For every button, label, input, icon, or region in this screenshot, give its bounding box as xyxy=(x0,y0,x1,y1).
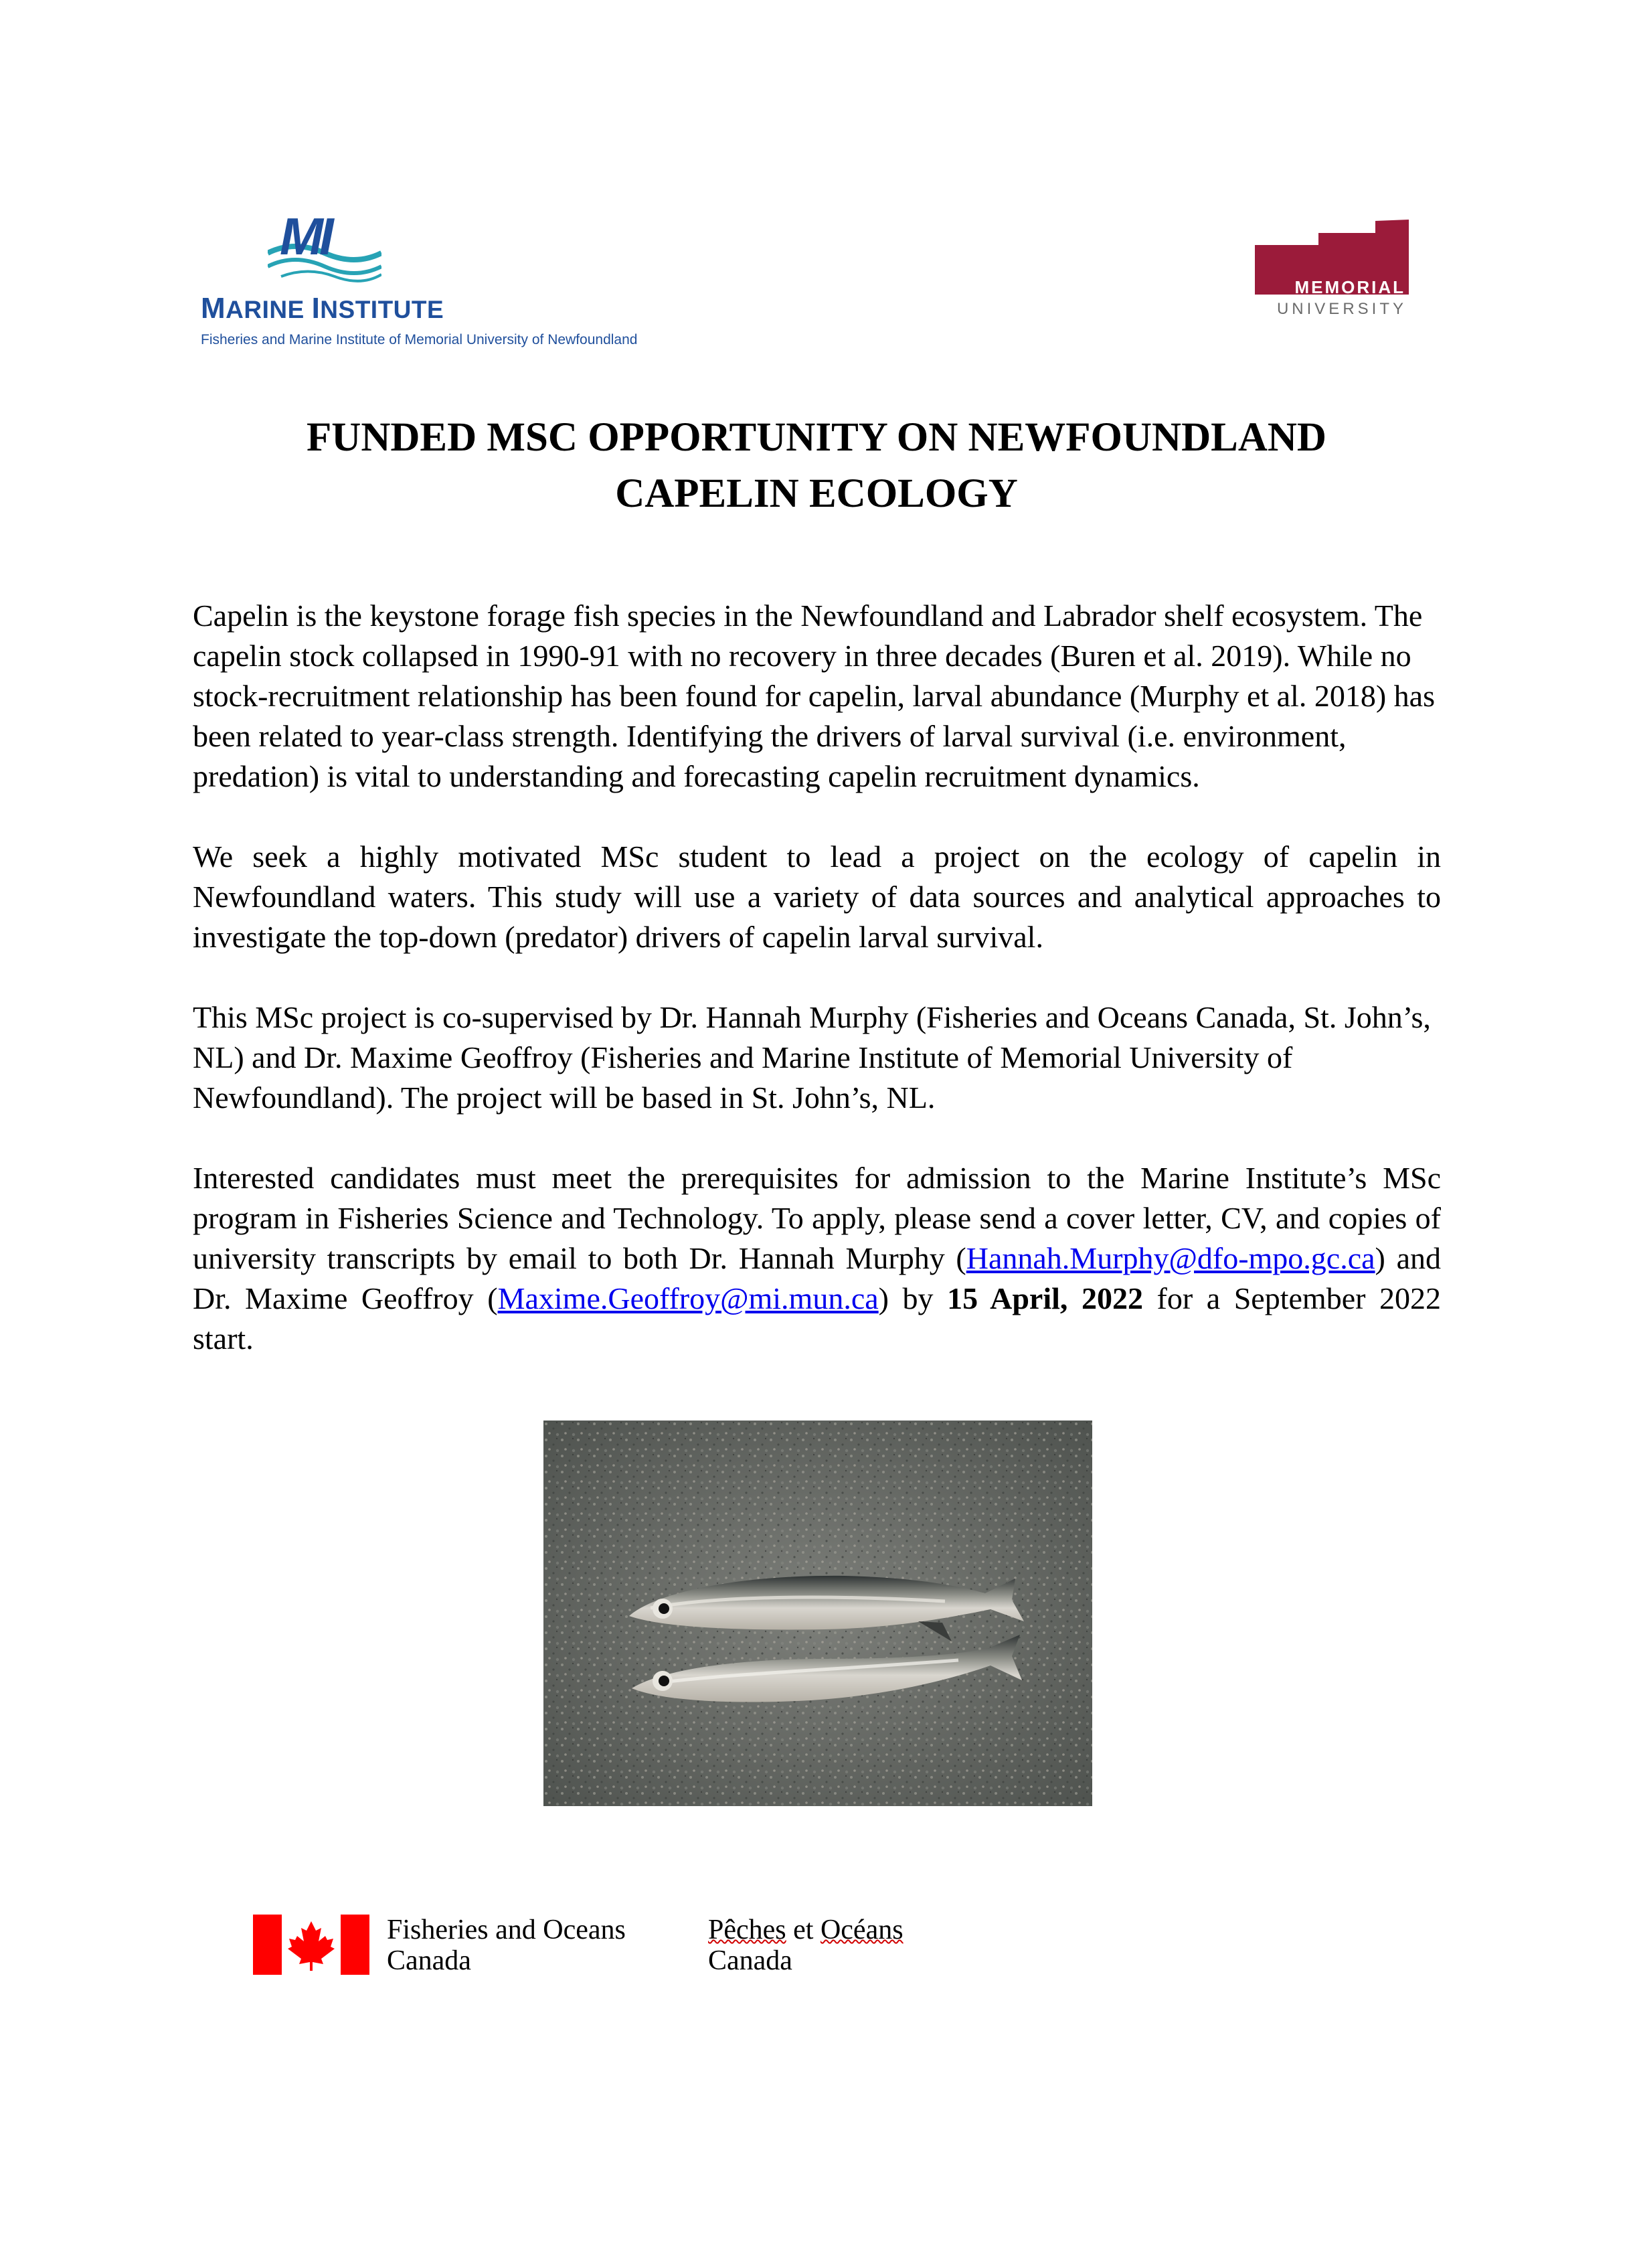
paragraph-application xyxy=(193,1158,1441,1359)
title-line-2: CAPELIN ECOLOGY xyxy=(615,471,1018,516)
mi-name-arine: ARINE xyxy=(226,296,312,323)
application-text-3: ) by xyxy=(878,1281,948,1315)
dfo-french-name xyxy=(708,1915,904,1976)
university-wordmark: UNIVERSITY xyxy=(1276,300,1407,318)
dfo-en-line-1: Fisheries and Oceans xyxy=(387,1915,626,1945)
mi-name-nstitute: NSTITUTE xyxy=(320,296,444,323)
dfo-signature xyxy=(253,1915,989,2002)
marine-institute-name xyxy=(201,292,444,325)
dfo-fr-et: et xyxy=(786,1915,821,1945)
dfo-fr-line-1 xyxy=(708,1915,904,1945)
mi-name-i: I xyxy=(311,292,321,325)
capelin-photo xyxy=(543,1421,1092,1806)
dfo-en-line-2: Canada xyxy=(387,1945,471,1976)
body-text xyxy=(193,596,1441,1399)
application-text-1: Interested candidates must meet the prerequisites for admission to the Marine Institute’s MSc program in Fisheries Science and Technology. To apply, please send a cover letter, CV, and copies of university transcripts by email to both Dr. Hannah Murphy ( xyxy=(193,1161,1441,1275)
paragraph-supervisors: This MSc project is co-supervised by Dr. Hannah Murphy (Fisheries and Oceans Canada, St. John’s, NL) and Dr. Maxime Geoffroy (Fisheries and Marine Institute of Memorial University of Newfoundland). The project will be based in St. John’s, NL. xyxy=(193,1000,1431,1115)
title-line-1: FUNDED MSC OPPORTUNITY ON NEWFOUNDLAND xyxy=(307,415,1326,460)
dfo-fr-line-2: Canada xyxy=(708,1945,792,1976)
memorial-wordmark: MEMORIAL xyxy=(1294,277,1405,297)
dfo-fr-peches: Pêches xyxy=(708,1915,786,1945)
email-link-geoffroy[interactable]: Maxime.Geoffroy@mi.mun.ca xyxy=(497,1281,879,1315)
page-title xyxy=(0,410,1633,522)
marine-institute-mark-icon xyxy=(268,213,381,287)
paragraph-project: We seek a highly motivated MSc student to lead a project on the ecology of capelin in Newfoundland waters. This study will use a variety of data sources and analytical approaches to investigate the top-down (predator) drivers of capelin larval survival. xyxy=(193,839,1441,954)
dfo-english-name xyxy=(387,1915,626,1976)
mi-name-m: M xyxy=(201,292,226,325)
marine-institute-subtitle: Fisheries and Marine Institute of Memorial University of Newfoundland xyxy=(201,332,638,347)
canada-flag-icon xyxy=(253,1915,369,1975)
paragraph-intro: Capelin is the keystone forage fish species in the Newfoundland and Labrador shelf ecosystem. The capelin stock collapsed in 1990-91 with no recovery in three decades (Buren et al. 2019). While no stock-recruitment relationship has been found for capelin, larval abundance (Murphy et al. 2018) has been related to year-class strength. Identifying the drivers of larval survival (i.e. environment, predation) is vital to understanding and forecasting capelin recruitment dynamics. xyxy=(193,598,1435,793)
mi-mark-text: MI xyxy=(280,213,330,266)
application-text-4: for a September 2022 start. xyxy=(193,1281,1441,1356)
dfo-fr-oceans: Océans xyxy=(820,1915,904,1945)
email-link-murphy[interactable]: Hannah.Murphy@dfo-mpo.gc.ca xyxy=(966,1241,1375,1275)
application-text-2: ) and Dr. Maxime Geoffroy ( xyxy=(193,1241,1441,1315)
memorial-university-logo xyxy=(1252,220,1412,327)
deadline-date: 15 April, 2022 xyxy=(947,1281,1143,1315)
marine-institute-logo xyxy=(201,213,723,360)
